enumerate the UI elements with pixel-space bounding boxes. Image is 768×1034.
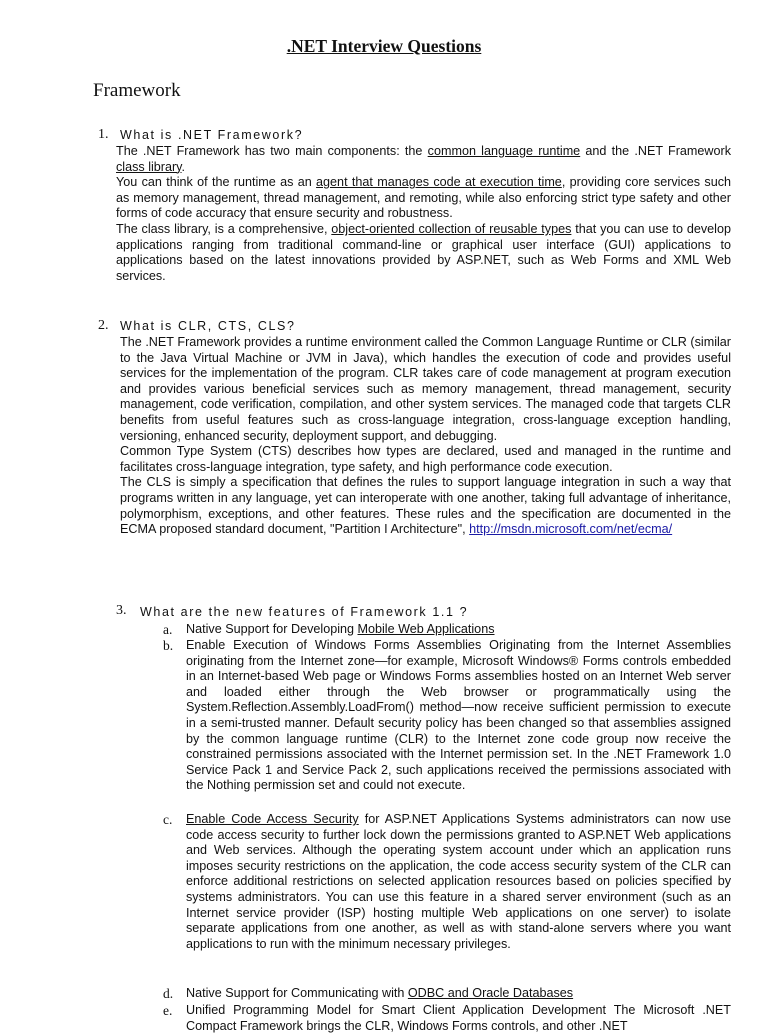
document-title: .NET Interview Questions	[286, 36, 482, 56]
item-b-letter: b.	[163, 638, 174, 653]
question-2-title: What is CLR, CTS, CLS?	[120, 319, 296, 333]
link-mobile-web-applications[interactable]: Mobile Web Applications	[357, 622, 495, 636]
q2-text: The .NET Framework provides a runtime environment called the Common Language Runtime or CLR (similar to the Java Virtual Machine or JVM in Java), which handles the execution of code and provides useful services for the implementation of the program. CLR takes care of code management at program execution and provides various beneficial services such as memory management, thread management, security management, code verification, compilation, and other system services. The managed code that targets CLR benefits from useful features such as cross-language integration, cross-language exception handling, versioning, enhanced security, deployment support, and debugging.	[120, 335, 731, 443]
item-d-text: Native Support for Communicating with	[186, 986, 408, 1000]
q1-text: , providing core services such as memory management, thread management, and remoting, while also enforcing strict type safety and other forms of code accuracy that ensure security and robustness.	[116, 175, 732, 221]
item-c-text: for ASP.NET Applications Systems administrators can now use code access security to further lock down the permissions granted to ASP.NET Web applications and Web services. Although the operating system account under which an application runs imposes security restrictions on the application, the code access security system of the CLR can enforce additional restrictions on selected application resources based on policies specified by systems administrators. You can use this feature in a shared server environment (such as an Internet service provider (ISP) hosting multiple Web applications on one server) to isolate separate applications from one another, as well as with stand-alone servers where you want applications to run with the minimum necessary privileges.	[186, 812, 731, 951]
q2-text: Common Type System (CTS) describes how types are declared, used and managed in the runtime and facilitates cross-language integration, type safety, and high performance code execution.	[120, 444, 731, 474]
item-b	[186, 638, 731, 794]
link-odbc-oracle[interactable]: ODBC and Oracle Databases	[407, 986, 574, 1000]
q1-text: The class library, is a comprehensive,	[116, 221, 332, 236]
q1-text: .	[181, 159, 186, 174]
item-b-text: Enable Execution of Windows Forms Assemblies Originating from the Internet Assemblies originating from the Internet zone—for example, Microsoft Windows® Forms controls embedded in an Internet-based Web page or Windows Forms assemblies hosted on an Internet Web server and loaded either through the Web browser or programmatically using the System.Reflection.Assembly.LoadFrom() method—now receive sufficient permission to execute in a semi-trusted manner. Default security policy has been changed so that assemblies assigned by the common language runtime (CLR) to the Internet zone code group now receive the constrained permissions associated with the Internet permission set. In the .NET Framework 1.0 Service Pack 1 and Service Pack 2, such applications received the permissions associated with the Nothing permission set and could not execute.	[186, 638, 731, 793]
item-e	[186, 1003, 731, 1034]
question-3-number: 3.	[116, 603, 127, 618]
item-e-text: Unified Programming Model for Smart Client Application Development The Microsoft .NET Compact Framework brings the CLR, Windows Forms controls, and other .NET	[186, 1003, 731, 1033]
question-2-answer	[120, 335, 731, 538]
question-3-title: What are the new features of Framework 1.1 ?	[140, 605, 469, 619]
link-agent-manages-code[interactable]: agent that manages code at execution time	[316, 175, 562, 190]
item-e-letter: e.	[163, 1003, 173, 1018]
item-d-letter: d.	[163, 986, 174, 1001]
q1-text: The .NET Framework has two main components: the	[116, 144, 428, 158]
question-1-number: 1.	[98, 127, 109, 142]
link-msdn-ecma[interactable]: http://msdn.microsoft.com/net/ecma/	[469, 522, 673, 537]
q1-text: that you can use to develop applications ranging from traditional command-line or graphical user interface (GUI) applications to applications based on the latest innovations provided by ASP.NET, such as Web Forms and XML Web services.	[116, 221, 731, 283]
link-class-library[interactable]: class library	[116, 159, 182, 174]
q2-text: The CLS is simply a specification that defines the rules to support language integration in such a way that programs written in any language, yet can interoperate with one another, taking full advantage of inheritance, polymorphism, exceptions, and other features. These rules and the specification are documented in the ECMA proposed standard document, "Partition I Architecture",	[120, 475, 731, 537]
item-d	[186, 986, 731, 1002]
item-a-letter: a.	[163, 622, 173, 637]
link-common-language-runtime[interactable]: common language runtime	[427, 144, 581, 158]
q1-text: and the .NET Framework	[580, 144, 732, 158]
question-1-answer	[116, 144, 731, 284]
item-a	[186, 622, 731, 638]
item-c	[186, 812, 731, 952]
item-a-text: Native Support for Developing	[186, 622, 358, 636]
section-heading: Framework	[93, 80, 181, 101]
q1-text: You can think of the runtime as an	[116, 175, 317, 190]
link-object-oriented-collection[interactable]: object-oriented collection of reusable types	[331, 221, 572, 236]
question-2-number: 2.	[98, 318, 109, 333]
item-c-letter: c.	[163, 812, 173, 827]
link-enable-code-access-security[interactable]: Enable Code Access Security	[186, 812, 359, 826]
question-1-title: What is .NET Framework?	[120, 128, 304, 142]
